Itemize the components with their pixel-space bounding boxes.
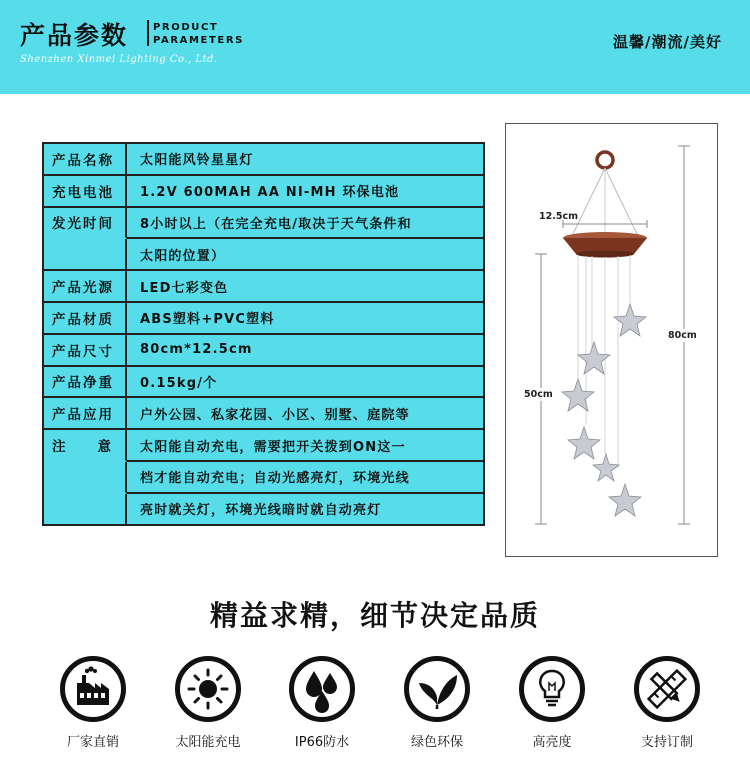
dimension-label-total: 80cm <box>668 330 697 341</box>
spec-value: 亮时就关灯，环境光线暗时就自动亮灯 <box>127 494 485 526</box>
spec-row <box>44 494 485 526</box>
spec-label: 产品净重 <box>44 367 127 399</box>
spec-label: 发光时间 <box>44 208 127 240</box>
spec-row <box>44 144 485 176</box>
spec-row <box>44 176 485 208</box>
title-english-line1: PRODUCT <box>153 22 219 33</box>
hanger-string <box>572 168 605 236</box>
spec-row <box>44 271 485 303</box>
spec-label: 充电电池 <box>44 176 127 208</box>
spec-label: 产品光源 <box>44 271 127 303</box>
product-image-frame <box>505 123 718 557</box>
feature-item <box>397 656 477 750</box>
title-english-line2: PARAMETERS <box>153 35 244 46</box>
spec-label: 产品应用 <box>44 398 127 430</box>
spec-label <box>44 239 127 271</box>
feature-label: 厂家直销 <box>66 735 119 750</box>
headline: 精益求精，细节决定品质 <box>209 599 540 632</box>
page-title: 产品参数 <box>20 21 129 50</box>
spec-value: 80cm*12.5cm <box>127 335 485 367</box>
lightbulb-icon <box>519 656 585 722</box>
dimension-label-width: 12.5cm <box>539 211 578 222</box>
spec-value: 户外公园、私家花园、小区、别墅、庭院等 <box>127 398 485 430</box>
feature-item <box>53 656 133 750</box>
spec-row <box>44 430 485 462</box>
title-divider <box>147 20 149 46</box>
spec-value: 档才能自动充电；自动光感亮灯，环境光线 <box>127 462 485 494</box>
leaf-icon <box>404 656 470 722</box>
spec-label <box>44 494 127 526</box>
hanger-string <box>605 168 638 236</box>
spec-label-right: 意 <box>97 439 113 456</box>
spec-table <box>42 142 485 526</box>
feature-item <box>168 656 248 750</box>
dimension-label-strand: 50cm <box>524 389 553 400</box>
water-drops-icon <box>289 656 355 722</box>
title-english <box>153 21 244 47</box>
spec-value: 太阳能风铃星星灯 <box>127 144 485 176</box>
feature-item <box>512 656 592 750</box>
feature-item <box>627 656 707 750</box>
sun-icon <box>175 656 241 722</box>
feature-label: 支持订制 <box>640 735 693 750</box>
spec-label <box>44 430 127 462</box>
spec-row <box>44 208 485 240</box>
feature-item <box>282 656 362 750</box>
feature-label: 太阳能充电 <box>175 735 241 750</box>
feature-label: IP66防水 <box>294 735 350 750</box>
spec-value: LED七彩变色 <box>127 271 485 303</box>
spec-row <box>44 335 485 367</box>
header-bar <box>0 0 750 94</box>
spec-row <box>44 239 485 271</box>
spec-row <box>44 398 485 430</box>
spec-value: 1.2V 600MAH AA NI-MH 环保电池 <box>127 176 485 208</box>
spec-label <box>44 462 127 494</box>
spec-value: 0.15kg/个 <box>127 367 485 399</box>
ruler-pencil-icon <box>634 656 700 722</box>
factory-icon <box>60 656 126 722</box>
spec-row <box>44 367 485 399</box>
spec-label: 产品尺寸 <box>44 335 127 367</box>
spec-label: 产品材质 <box>44 303 127 335</box>
feature-label: 高亮度 <box>532 735 572 750</box>
spec-label: 产品名称 <box>44 144 127 176</box>
spec-value: 太阳的位置） <box>127 239 485 271</box>
star-lights <box>562 304 646 516</box>
spec-value: ABS塑料+PVC塑料 <box>127 303 485 335</box>
solar-cap-bottom <box>576 251 634 258</box>
spec-value: 太阳能自动充电，需要把开关拨到ON这一 <box>127 430 485 462</box>
spec-value: 8小时以上（在完全充电/取决于天气条件和 <box>127 208 485 240</box>
company-name: Shenzhen Xinmei Lighting Co., Ltd. <box>20 54 218 65</box>
feature-label: 绿色环保 <box>410 735 463 750</box>
spec-row <box>44 462 485 494</box>
slogan: 温馨/潮流/美好 <box>613 33 722 51</box>
hanging-ring <box>597 152 613 168</box>
spec-row <box>44 303 485 335</box>
spec-label-left: 注 <box>52 439 68 456</box>
